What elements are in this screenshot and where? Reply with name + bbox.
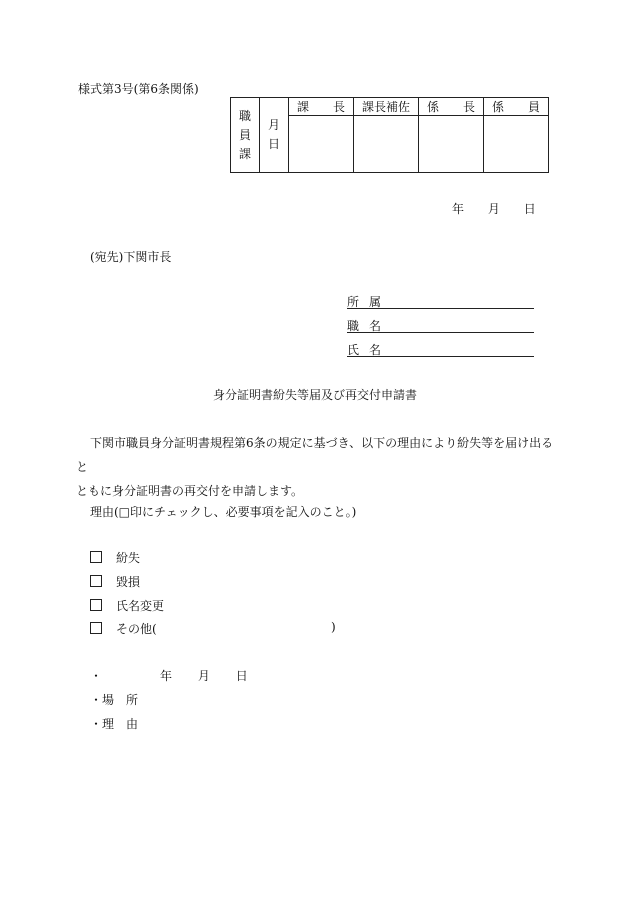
checkbox-icon[interactable] xyxy=(90,599,102,611)
body-paragraph: 下関市職員身分証明書規程第6条の規定に基づき、以下の理由により紛失等を届け出ると ともに身分証明書の再交付を申請します。 xyxy=(76,436,554,498)
approval-table xyxy=(230,97,549,173)
affiliation-field[interactable]: 所属 xyxy=(347,293,534,309)
submission-date: 年 月 日 xyxy=(452,202,536,216)
name-field[interactable]: 氏名 xyxy=(347,341,534,357)
approval-col-section-chief: 課 長 xyxy=(289,98,354,116)
form-number: 様式第3号(第6条関係) xyxy=(78,82,199,96)
approval-stamp-section-chief[interactable] xyxy=(289,116,354,173)
reason-option-other[interactable]: その他( xyxy=(90,620,157,637)
checkbox-icon[interactable] xyxy=(90,551,102,563)
approval-date-cell: 月 日 xyxy=(260,98,289,173)
reason-option-damaged[interactable]: 毀損 xyxy=(90,573,140,590)
reason-option-lost[interactable]: 紛失 xyxy=(90,549,140,566)
checkbox-icon[interactable] xyxy=(90,575,102,587)
reason-option-name-change[interactable]: 氏名変更 xyxy=(90,597,164,614)
approval-col-subsection-chief: 係 長 xyxy=(419,98,484,116)
approval-col-staff: 係 員 xyxy=(484,98,549,116)
reason-header: 理由(□印にチェックし、必要事項を記入のこと。) xyxy=(90,505,357,519)
detail-place[interactable]: ・場 所 xyxy=(90,693,139,707)
position-field[interactable]: 職名 xyxy=(347,317,534,333)
approval-dept-cell: 職 員 課 xyxy=(231,98,260,173)
addressee: (宛先)下関市長 xyxy=(90,250,172,264)
approval-stamp-staff[interactable] xyxy=(484,116,549,173)
approval-stamp-subsection-chief[interactable] xyxy=(419,116,484,173)
approval-stamp-assistant-chief[interactable] xyxy=(354,116,419,173)
checkbox-icon[interactable] xyxy=(90,622,102,634)
detail-date[interactable]: ・ 年 月 日 xyxy=(90,669,248,683)
document-title: 身分証明書紛失等届及び再交付申請書 xyxy=(212,388,417,402)
approval-col-assistant-chief: 課長補佐 xyxy=(354,98,419,116)
reason-other-close: ) xyxy=(331,620,336,634)
detail-cause[interactable]: ・理 由 xyxy=(90,717,139,731)
